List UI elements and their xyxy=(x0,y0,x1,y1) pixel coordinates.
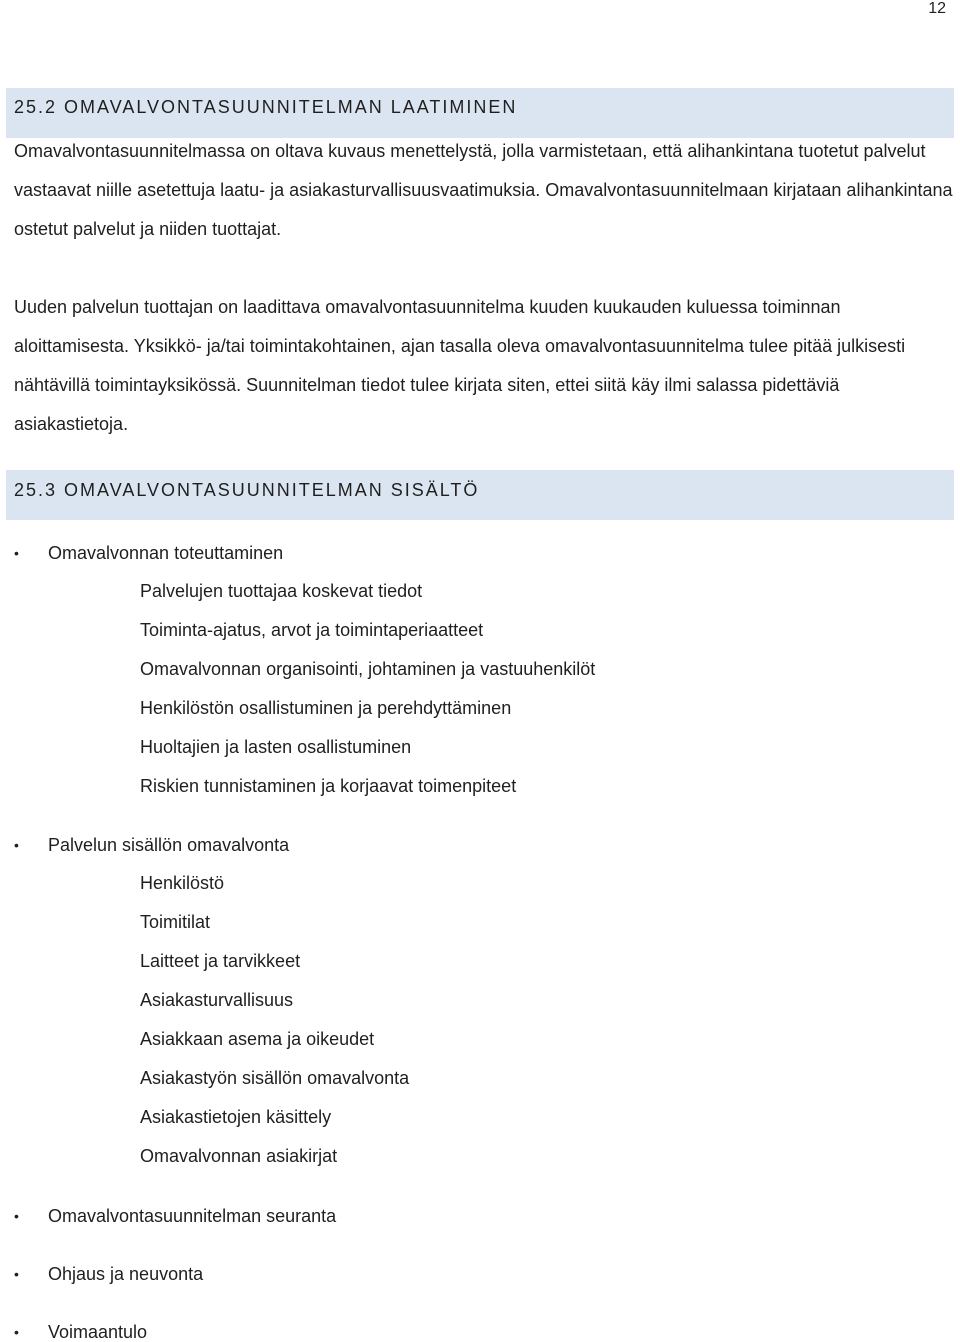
sub-list-item: Toiminta-ajatus, arvot ja toimintaperiaatteet xyxy=(140,620,484,640)
sub-list-item: Riskien tunnistaminen ja korjaavat toimenpiteet xyxy=(140,776,517,796)
sub-list-item: Omavalvonnan organisointi, johtaminen ja vastuuhenkilöt xyxy=(140,659,596,679)
sub-list-item: Asiakkaan asema ja oikeudet xyxy=(140,1029,375,1049)
bullet-icon: • xyxy=(14,545,19,561)
bullet-label: Omavalvontasuunnitelman seuranta xyxy=(48,1206,337,1226)
bullet-icon: • xyxy=(14,837,19,853)
sub-list-item: Henkilöstö xyxy=(140,873,225,893)
sub-list-item: Omavalvonnan asiakirjat xyxy=(140,1146,338,1166)
section-heading-25-3: 25.3 OMAVALVONTASUUNNITELMAN SISÄLTÖ xyxy=(6,470,954,520)
paragraph-alihankinta: Omavalvontasuunnitelmassa on oltava kuvaus menettelystä, jolla varmistetaan, että alihankintana tuotetut palvelut vastaavat niille asetettuja laatu- ja asiakasturvallisuusvaatimuksia. Omavalvontasuunnitelmaan kirjataan alihankintana ostetut palvelut ja niiden tuottajat. xyxy=(14,141,953,239)
sub-list-item: Asiakastyön sisällön omavalvonta xyxy=(140,1068,410,1088)
sub-list-item: Laitteet ja tarvikkeet xyxy=(140,951,301,971)
section-heading-25-2: 25.2 OMAVALVONTASUUNNITELMAN LAATIMINEN xyxy=(6,88,954,138)
bullet-icon: • xyxy=(14,1266,19,1282)
page-number: 12 xyxy=(928,0,946,17)
bullet-icon: • xyxy=(14,1324,19,1340)
bullet-label: Omavalvonnan toteuttaminen xyxy=(48,543,284,563)
sub-list-item: Palvelujen tuottajaa koskevat tiedot xyxy=(140,581,423,601)
sub-list-item: Henkilöstön osallistuminen ja perehdyttäminen xyxy=(140,698,512,718)
bullet-label: Palvelun sisällön omavalvonta xyxy=(48,835,290,855)
bullet-label: Voimaantulo xyxy=(48,1322,148,1342)
sub-list-item: Asiakastietojen käsittely xyxy=(140,1107,332,1127)
sub-list-omavalvonnan-toteuttaminen xyxy=(140,572,595,806)
sub-list-item: Huoltajien ja lasten osallistuminen xyxy=(140,737,412,757)
sub-list-palvelun-sisallon-omavalvonta xyxy=(140,864,409,1176)
bullet-label: Ohjaus ja neuvonta xyxy=(48,1264,204,1284)
bullet-icon: • xyxy=(14,1208,19,1224)
paragraph-uusi-palvelu: Uuden palvelun tuottajan on laadittava omavalvontasuunnitelma kuuden kuukauden kuluessa toiminnan aloittamisesta. Yksikkö- ja/tai toimintakohtainen, ajan tasalla oleva omavalvontasuunnitelma tulee pitää julkisesti nähtävillä toimintayksikössä. Suunnitelman tiedot tulee kirjata siten, ettei siitä käy ilmi salassa pidettäviä asiakastietoja. xyxy=(14,297,906,434)
sub-list-item: Asiakasturvallisuus xyxy=(140,990,294,1010)
sub-list-item: Toimitilat xyxy=(140,912,211,932)
